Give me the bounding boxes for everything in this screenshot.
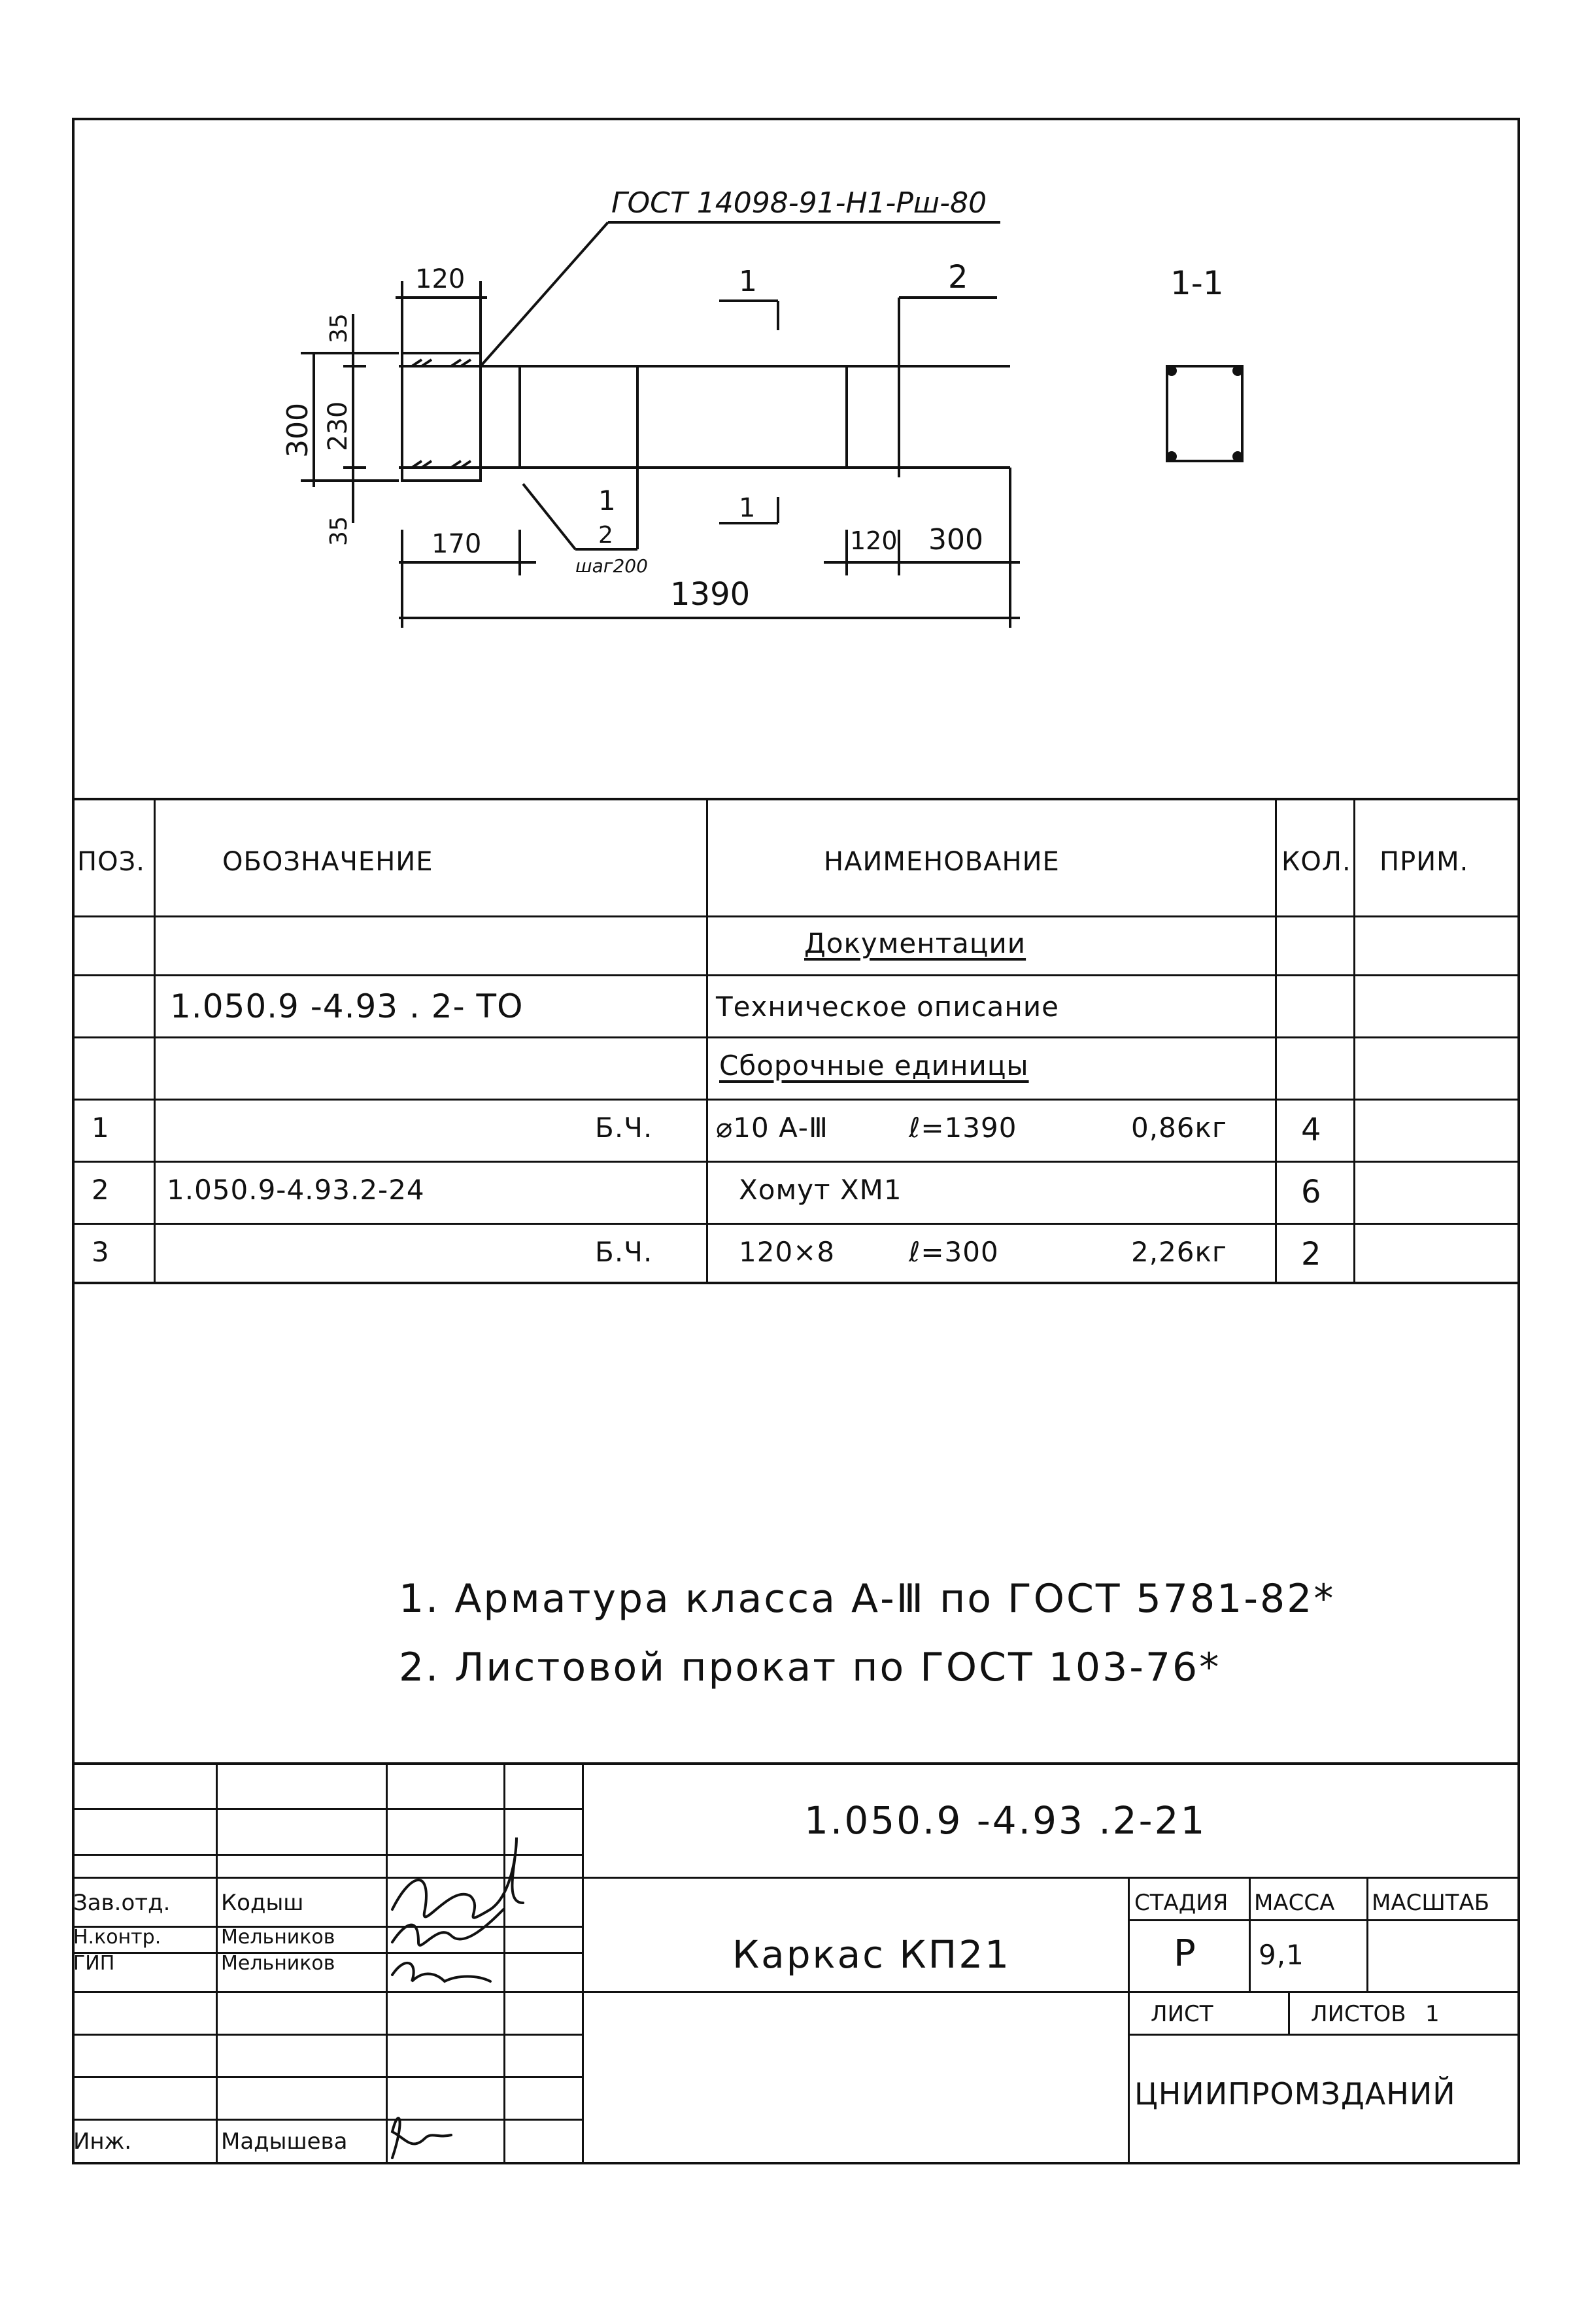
spec-row-divider — [72, 1036, 1520, 1038]
tb-vline — [1128, 1877, 1130, 2164]
spec-row-divider — [72, 974, 1520, 976]
name-norm-control: Мельников — [221, 1926, 335, 1949]
row3-pos: 3 — [92, 1236, 110, 1268]
row1-pos: 1 — [92, 1112, 110, 1144]
pos-marker-bottom: 2 — [598, 522, 613, 549]
row3-mass: 2,26кг — [1131, 1236, 1227, 1268]
dim-end-b: 300 — [928, 523, 983, 556]
dim-inner: 230 — [323, 401, 353, 451]
pos-marker-top: 1 — [598, 485, 616, 517]
header-note: ПРИМ. — [1380, 847, 1469, 877]
step-label: шаг200 — [575, 555, 648, 577]
row1-name: ⌀10 А-Ⅲ — [716, 1112, 828, 1144]
header-qty: КОЛ. — [1281, 847, 1351, 877]
sheets-label: ЛИСТОВ — [1311, 2001, 1406, 2027]
mass-label: МАССА — [1254, 1890, 1335, 1916]
doc-name: Техническое описание — [716, 991, 1059, 1023]
tb-hline — [72, 2076, 582, 2078]
row1-designation: Б.Ч. — [595, 1112, 653, 1144]
tb-hline — [72, 1854, 582, 1856]
sheet-label: ЛИСТ — [1151, 2001, 1213, 2027]
section-title: 1-1 — [1170, 264, 1224, 302]
spec-col-divider — [1353, 798, 1355, 1282]
spec-col-divider — [706, 798, 708, 1282]
tb-hline — [1128, 2034, 1520, 2036]
row2-name: Хомут ХМ1 — [739, 1174, 902, 1206]
tb-vline — [582, 1762, 584, 2164]
tb-hline — [1128, 1919, 1520, 1921]
name-chief-engineer: Мельников — [221, 1952, 335, 1975]
spec-top-border — [72, 798, 1520, 800]
stage-value: Р — [1174, 1932, 1196, 1975]
tb-vline — [216, 1762, 218, 2164]
tb-hline — [72, 1991, 1520, 1993]
stage-label: СТАДИЯ — [1134, 1890, 1228, 1916]
row3-length: ℓ=300 — [909, 1236, 999, 1268]
spec-col-divider — [1275, 798, 1277, 1282]
name-engineer: Мадышева — [221, 2128, 348, 2155]
tb-vline — [1366, 1877, 1368, 1991]
dim-total: 1390 — [670, 576, 751, 613]
note-1: 1. Арматура класса А-Ⅲ по ГОСТ 5781-82* — [399, 1576, 1336, 1622]
row1-mass: 0,86кг — [1131, 1112, 1227, 1144]
tb-vline — [386, 1762, 388, 2164]
tb-hline — [72, 1877, 1520, 1879]
dim-plate-width: 120 — [415, 264, 466, 294]
dim-first-stirrup: 170 — [432, 529, 482, 559]
dim-end-a: 120 — [850, 526, 898, 555]
row1-qty: 4 — [1301, 1112, 1322, 1148]
gost-callout: ГОСТ 14098-91-Н1-Рш-80 — [611, 186, 987, 220]
spec-row-divider — [72, 1223, 1520, 1225]
dim-bottom-cover: 35 — [326, 516, 352, 546]
tb-hline — [72, 2119, 582, 2121]
doc-designation: 1.050.9 -4.93 . 2- ТО — [170, 987, 524, 1025]
row3-qty: 2 — [1301, 1236, 1322, 1273]
tb-vline — [503, 1762, 505, 2164]
tb-vline — [1288, 1991, 1290, 2034]
spec-header-divider — [72, 915, 1520, 917]
note-2: 2. Листовой прокат по ГОСТ 103-76* — [399, 1645, 1221, 1690]
spec-row-divider — [72, 1161, 1520, 1163]
row2-qty: 6 — [1301, 1174, 1322, 1210]
role-engineer: Инж. — [73, 2128, 132, 2155]
tb-vline — [1249, 1877, 1251, 1991]
organization: ЦНИИПРОМЗДАНИЙ — [1134, 2076, 1456, 2111]
row2-pos: 2 — [92, 1174, 110, 1206]
doc-number: 1.050.9 -4.93 .2-21 — [804, 1798, 1207, 1843]
tb-hline — [72, 2034, 582, 2036]
leader-pos-2: 2 — [948, 259, 968, 296]
role-norm-control: Н.контр. — [73, 1926, 161, 1949]
dim-height: 300 — [281, 403, 314, 458]
row2-designation: 1.050.9-4.93.2-24 — [167, 1174, 425, 1206]
spec-row-divider — [72, 1099, 1520, 1101]
role-chief-engineer: ГИП — [73, 1952, 115, 1975]
row3-designation: Б.Ч. — [595, 1236, 653, 1268]
dim-top-cover: 35 — [326, 313, 352, 343]
cut-label-top: 1 — [739, 265, 757, 298]
spec-bottom-border — [72, 1282, 1520, 1284]
row1-length: ℓ=1390 — [909, 1112, 1017, 1144]
spec-col-divider — [154, 798, 156, 1282]
name-head-of-dept: Кодыш — [221, 1890, 304, 1916]
sheets-value: 1 — [1425, 2001, 1440, 2027]
header-designation: ОБОЗНАЧЕНИЕ — [222, 847, 433, 877]
reinforcement-drawing — [0, 0, 1575, 752]
row3-name: 120×8 — [739, 1236, 836, 1268]
mass-value: 9,1 — [1259, 1939, 1304, 1971]
header-pos: ПОЗ. — [77, 847, 145, 877]
section-docs: Документации — [804, 927, 1026, 959]
drawing-title: Каркас КП21 — [732, 1932, 1011, 1977]
role-head-of-dept: Зав.отд. — [73, 1890, 171, 1916]
cut-label-bottom: 1 — [739, 493, 756, 523]
section-assemblies: Сборочные единицы — [719, 1050, 1029, 1082]
header-name: НАИМЕНОВАНИЕ — [824, 847, 1060, 877]
scale-label: МАСШТАБ — [1372, 1890, 1490, 1916]
tb-top-border — [72, 1762, 1520, 1765]
tb-hline — [72, 1808, 582, 1810]
